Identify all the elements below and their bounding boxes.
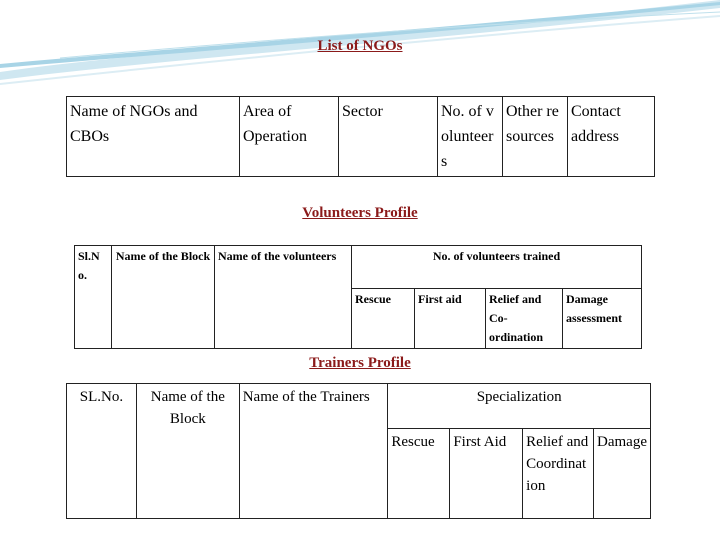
- header-contact-address: Contact address: [568, 97, 655, 177]
- subheader-damage-assessment: Damage assessment: [563, 289, 642, 349]
- header-name-of-trainers: Name of the Trainers: [239, 384, 388, 519]
- header-other-resources: Other resources: [503, 97, 568, 177]
- subheader-damage: Damage: [594, 429, 651, 519]
- subheader-rescue: Rescue: [388, 429, 450, 519]
- header-name-of-block: Name of the Block: [112, 246, 215, 349]
- table-row: [75, 246, 642, 289]
- header-name-of-ngos: Name of NGOs and CBOs: [67, 97, 240, 177]
- header-name-of-block: Name of the Block: [136, 384, 239, 519]
- subheader-first-aid: First aid: [415, 289, 486, 349]
- trainers-table: [66, 383, 651, 519]
- volunteers-table: [74, 245, 642, 349]
- volunteers-profile-title: Volunteers Profile: [302, 205, 418, 221]
- header-no-of-volunteers: No. of volunteers: [438, 97, 503, 177]
- subheader-relief-coordination: Relief and Coordination: [523, 429, 594, 519]
- header-sl-no: Sl.No.: [75, 246, 112, 349]
- table-row: [67, 97, 655, 177]
- table-row: [67, 384, 651, 429]
- subheader-first-aid: First Aid: [450, 429, 523, 519]
- header-area-of-operation: Area of Operation: [240, 97, 339, 177]
- ngo-list-title: List of NGOs: [317, 38, 403, 54]
- subheader-rescue: Rescue: [352, 289, 415, 349]
- subheader-relief-coordination: Relief and Co-ordination: [486, 289, 563, 349]
- ngo-table: [66, 96, 655, 177]
- header-name-of-volunteers: Name of the volunteers: [215, 246, 352, 349]
- header-sector: Sector: [339, 97, 438, 177]
- header-volunteers-trained: No. of volunteers trained: [352, 246, 642, 289]
- trainers-profile-title: Trainers Profile: [309, 355, 411, 371]
- header-sl-no: SL.No.: [67, 384, 137, 519]
- header-specialization: Specialization: [388, 384, 651, 429]
